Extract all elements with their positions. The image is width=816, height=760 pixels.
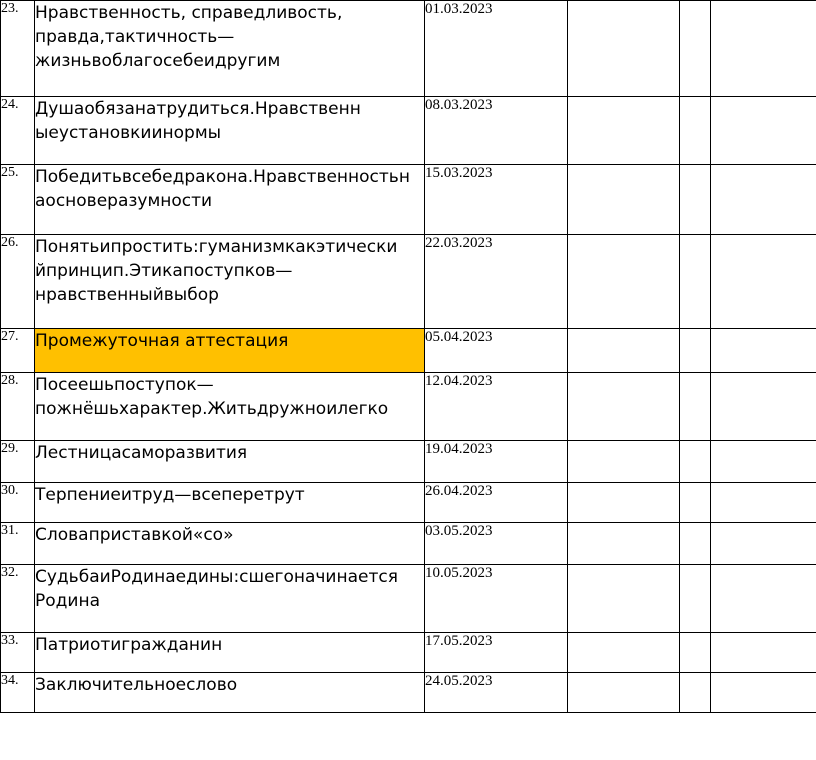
table-row: [1, 329, 816, 373]
lesson-date: 12.04.2023: [425, 373, 568, 441]
empty-cell: [711, 523, 816, 565]
empty-cell: [711, 373, 816, 441]
row-number: 31.: [1, 523, 35, 565]
table-row: [1, 97, 816, 165]
empty-cell: [680, 97, 711, 165]
empty-cell: [711, 165, 816, 235]
empty-cell: [568, 97, 680, 165]
empty-cell: [711, 565, 816, 633]
table-row: [1, 441, 816, 483]
empty-cell: [711, 441, 816, 483]
table-row: [1, 235, 816, 329]
lesson-date: 05.04.2023: [425, 329, 568, 373]
lesson-topic: Душаобязанатрудиться.Нравственн ыеустановкиинормы: [35, 97, 425, 165]
row-number: 26.: [1, 235, 35, 329]
empty-cell: [711, 673, 816, 713]
lessons-table-body: [1, 1, 816, 713]
lesson-date: 08.03.2023: [425, 97, 568, 165]
empty-cell: [568, 633, 680, 673]
lesson-date: 19.04.2023: [425, 441, 568, 483]
table-row: [1, 483, 816, 523]
lesson-topic: Словаприставкой«со»: [35, 523, 425, 565]
empty-cell: [568, 673, 680, 713]
table-row: [1, 1, 816, 97]
lesson-date: 15.03.2023: [425, 165, 568, 235]
empty-cell: [568, 523, 680, 565]
table-row: [1, 373, 816, 441]
table-row: [1, 633, 816, 673]
row-number: 28.: [1, 373, 35, 441]
table-row: [1, 673, 816, 713]
row-number: 30.: [1, 483, 35, 523]
lesson-topic: Победитьвсебедракона.Нравственностьн аосноверазумности: [35, 165, 425, 235]
empty-cell: [680, 483, 711, 523]
row-number: 29.: [1, 441, 35, 483]
lesson-topic: Заключительноеслово: [35, 673, 425, 713]
lesson-topic: СудьбаиРодинаедины:сшегоначинается Родина: [35, 565, 425, 633]
table-row: [1, 565, 816, 633]
lesson-date: 17.05.2023: [425, 633, 568, 673]
lesson-topic: Терпениеитруд—всеперетрут: [35, 483, 425, 523]
row-number: 23.: [1, 1, 35, 97]
row-number: 32.: [1, 565, 35, 633]
lesson-date: 10.05.2023: [425, 565, 568, 633]
lesson-topic: Посеешьпоступок— пожнёшьхарактер.Житьдружноилегко: [35, 373, 425, 441]
empty-cell: [711, 329, 816, 373]
empty-cell: [568, 373, 680, 441]
lesson-date: 24.05.2023: [425, 673, 568, 713]
empty-cell: [680, 235, 711, 329]
table-row: [1, 523, 816, 565]
lesson-date: 01.03.2023: [425, 1, 568, 97]
row-number: 24.: [1, 97, 35, 165]
lesson-date: 26.04.2023: [425, 483, 568, 523]
empty-cell: [680, 165, 711, 235]
empty-cell: [680, 633, 711, 673]
empty-cell: [680, 673, 711, 713]
empty-cell: [680, 373, 711, 441]
lesson-topic: Промежуточная аттестация: [35, 329, 425, 373]
row-number: 27.: [1, 329, 35, 373]
empty-cell: [711, 483, 816, 523]
lesson-date: 22.03.2023: [425, 235, 568, 329]
empty-cell: [711, 1, 816, 97]
empty-cell: [568, 235, 680, 329]
empty-cell: [680, 329, 711, 373]
empty-cell: [680, 523, 711, 565]
lesson-date: 03.05.2023: [425, 523, 568, 565]
empty-cell: [568, 441, 680, 483]
table-row: [1, 165, 816, 235]
empty-cell: [711, 97, 816, 165]
empty-cell: [711, 235, 816, 329]
empty-cell: [680, 1, 711, 97]
lesson-topic: Лестницасаморазвития: [35, 441, 425, 483]
empty-cell: [568, 483, 680, 523]
empty-cell: [568, 329, 680, 373]
lesson-topic: Понятьипростить:гуманизмкакэтически йпринцип.Этикапоступков— нравственныйвыбор: [35, 235, 425, 329]
empty-cell: [711, 633, 816, 673]
empty-cell: [568, 1, 680, 97]
empty-cell: [568, 165, 680, 235]
lesson-topic: Нравственность, справедливость, правда,тактичность— жизньвоблагосебеидругим: [35, 1, 425, 97]
empty-cell: [568, 565, 680, 633]
empty-cell: [680, 441, 711, 483]
lesson-topic: Патриотигражданин: [35, 633, 425, 673]
row-number: 25.: [1, 165, 35, 235]
empty-cell: [680, 565, 711, 633]
row-number: 34.: [1, 673, 35, 713]
row-number: 33.: [1, 633, 35, 673]
